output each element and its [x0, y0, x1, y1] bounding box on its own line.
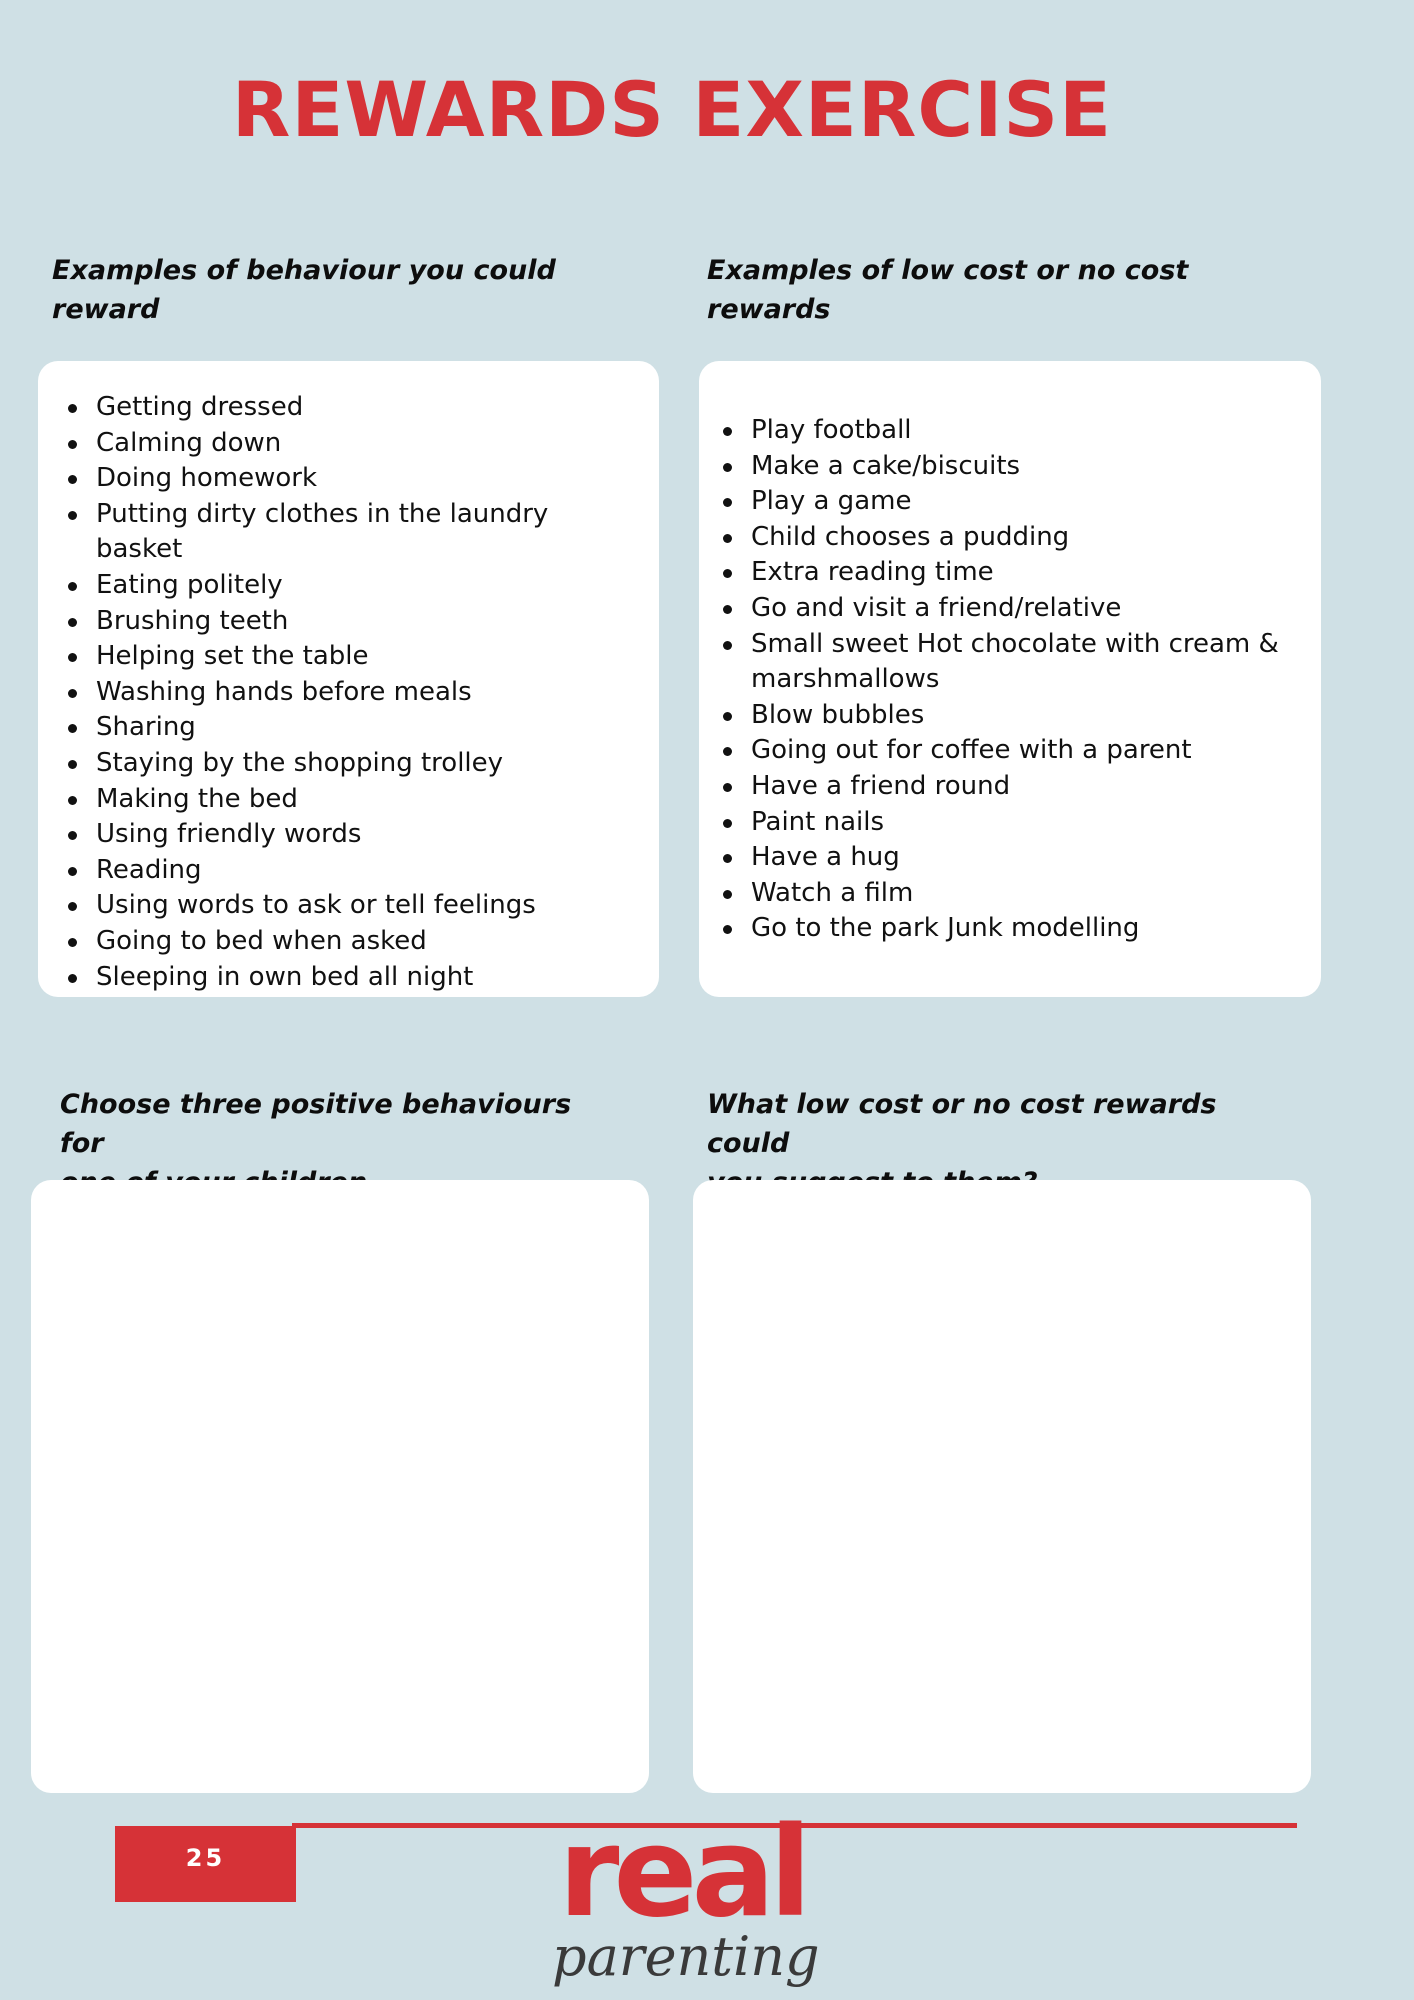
behaviours-card [38, 361, 659, 997]
behaviours-item: Making the bed [96, 782, 659, 818]
logo-real: real [558, 1801, 806, 1945]
suggest-rewards-heading-line1: What low cost or no cost rewards could [707, 1089, 1217, 1159]
behaviours-item: Putting dirty clothes in the laundry basket [96, 497, 659, 568]
behaviours-item: Using words to ask or tell feelings [96, 888, 659, 924]
rewards-card [699, 361, 1321, 997]
behaviours-item: Sharing [96, 710, 659, 746]
rewards-item: Go and visit a friend/relative [751, 591, 1321, 627]
rewards-item: Watch a film [751, 876, 1321, 912]
behaviours-item: Sleeping in own bed all night [96, 960, 659, 996]
rewards-item: Blow bubbles [751, 698, 1321, 734]
page-title: REWARDS EXERCISE [231, 65, 1113, 154]
rewards-item: Child chooses a pudding [751, 520, 1321, 556]
behaviours-heading [52, 251, 612, 329]
behaviours-item: Brushing teeth [96, 604, 659, 640]
rewards-item: Have a friend round [751, 769, 1321, 805]
rewards-heading-line1: Examples of low cost or no cost [707, 255, 1189, 286]
rewards-item: Going out for coffee with a parent [751, 733, 1321, 769]
behaviours-item: Doing homework [96, 461, 659, 497]
rewards-heading [707, 251, 1267, 329]
behaviours-item: Staying by the shopping trolley [96, 746, 659, 782]
behaviours-item: Calming down [96, 426, 659, 462]
behaviours-list [38, 390, 659, 995]
rewards-heading-line2: rewards [707, 294, 831, 325]
rewards-answer-box[interactable] [693, 1180, 1311, 1793]
choose-behaviours-heading-line1: Choose three positive behaviours for [60, 1089, 572, 1159]
behaviours-item: Reading [96, 853, 659, 889]
behaviours-heading-line2: reward [52, 294, 160, 325]
behaviours-item: Eating politely [96, 568, 659, 604]
behaviours-item: Using friendly words [96, 817, 659, 853]
behaviours-answer-box[interactable] [31, 1180, 649, 1793]
rewards-item: Extra reading time [751, 555, 1321, 591]
rewards-item: Paint nails [751, 805, 1321, 841]
rewards-list [699, 413, 1321, 947]
page-number: 25 [115, 1826, 296, 1902]
rewards-item: Play a game [751, 484, 1321, 520]
rewards-item: Make a cake/biscuits [751, 449, 1321, 485]
behaviours-heading-line1: Examples of behaviour you could [52, 255, 556, 286]
behaviours-item: Helping set the table [96, 639, 659, 675]
rewards-item: Have a hug [751, 840, 1321, 876]
logo-parenting: parenting [552, 1925, 820, 1988]
behaviours-item: Getting dressed [96, 390, 659, 426]
rewards-item: Go to the park Junk modelling [751, 911, 1321, 947]
rewards-item: Play football [751, 413, 1321, 449]
behaviours-item: Washing hands before meals [96, 675, 659, 711]
rewards-item: Small sweet Hot chocolate with cream & marshmallows [751, 627, 1321, 698]
behaviours-item: Going to bed when asked [96, 924, 659, 960]
